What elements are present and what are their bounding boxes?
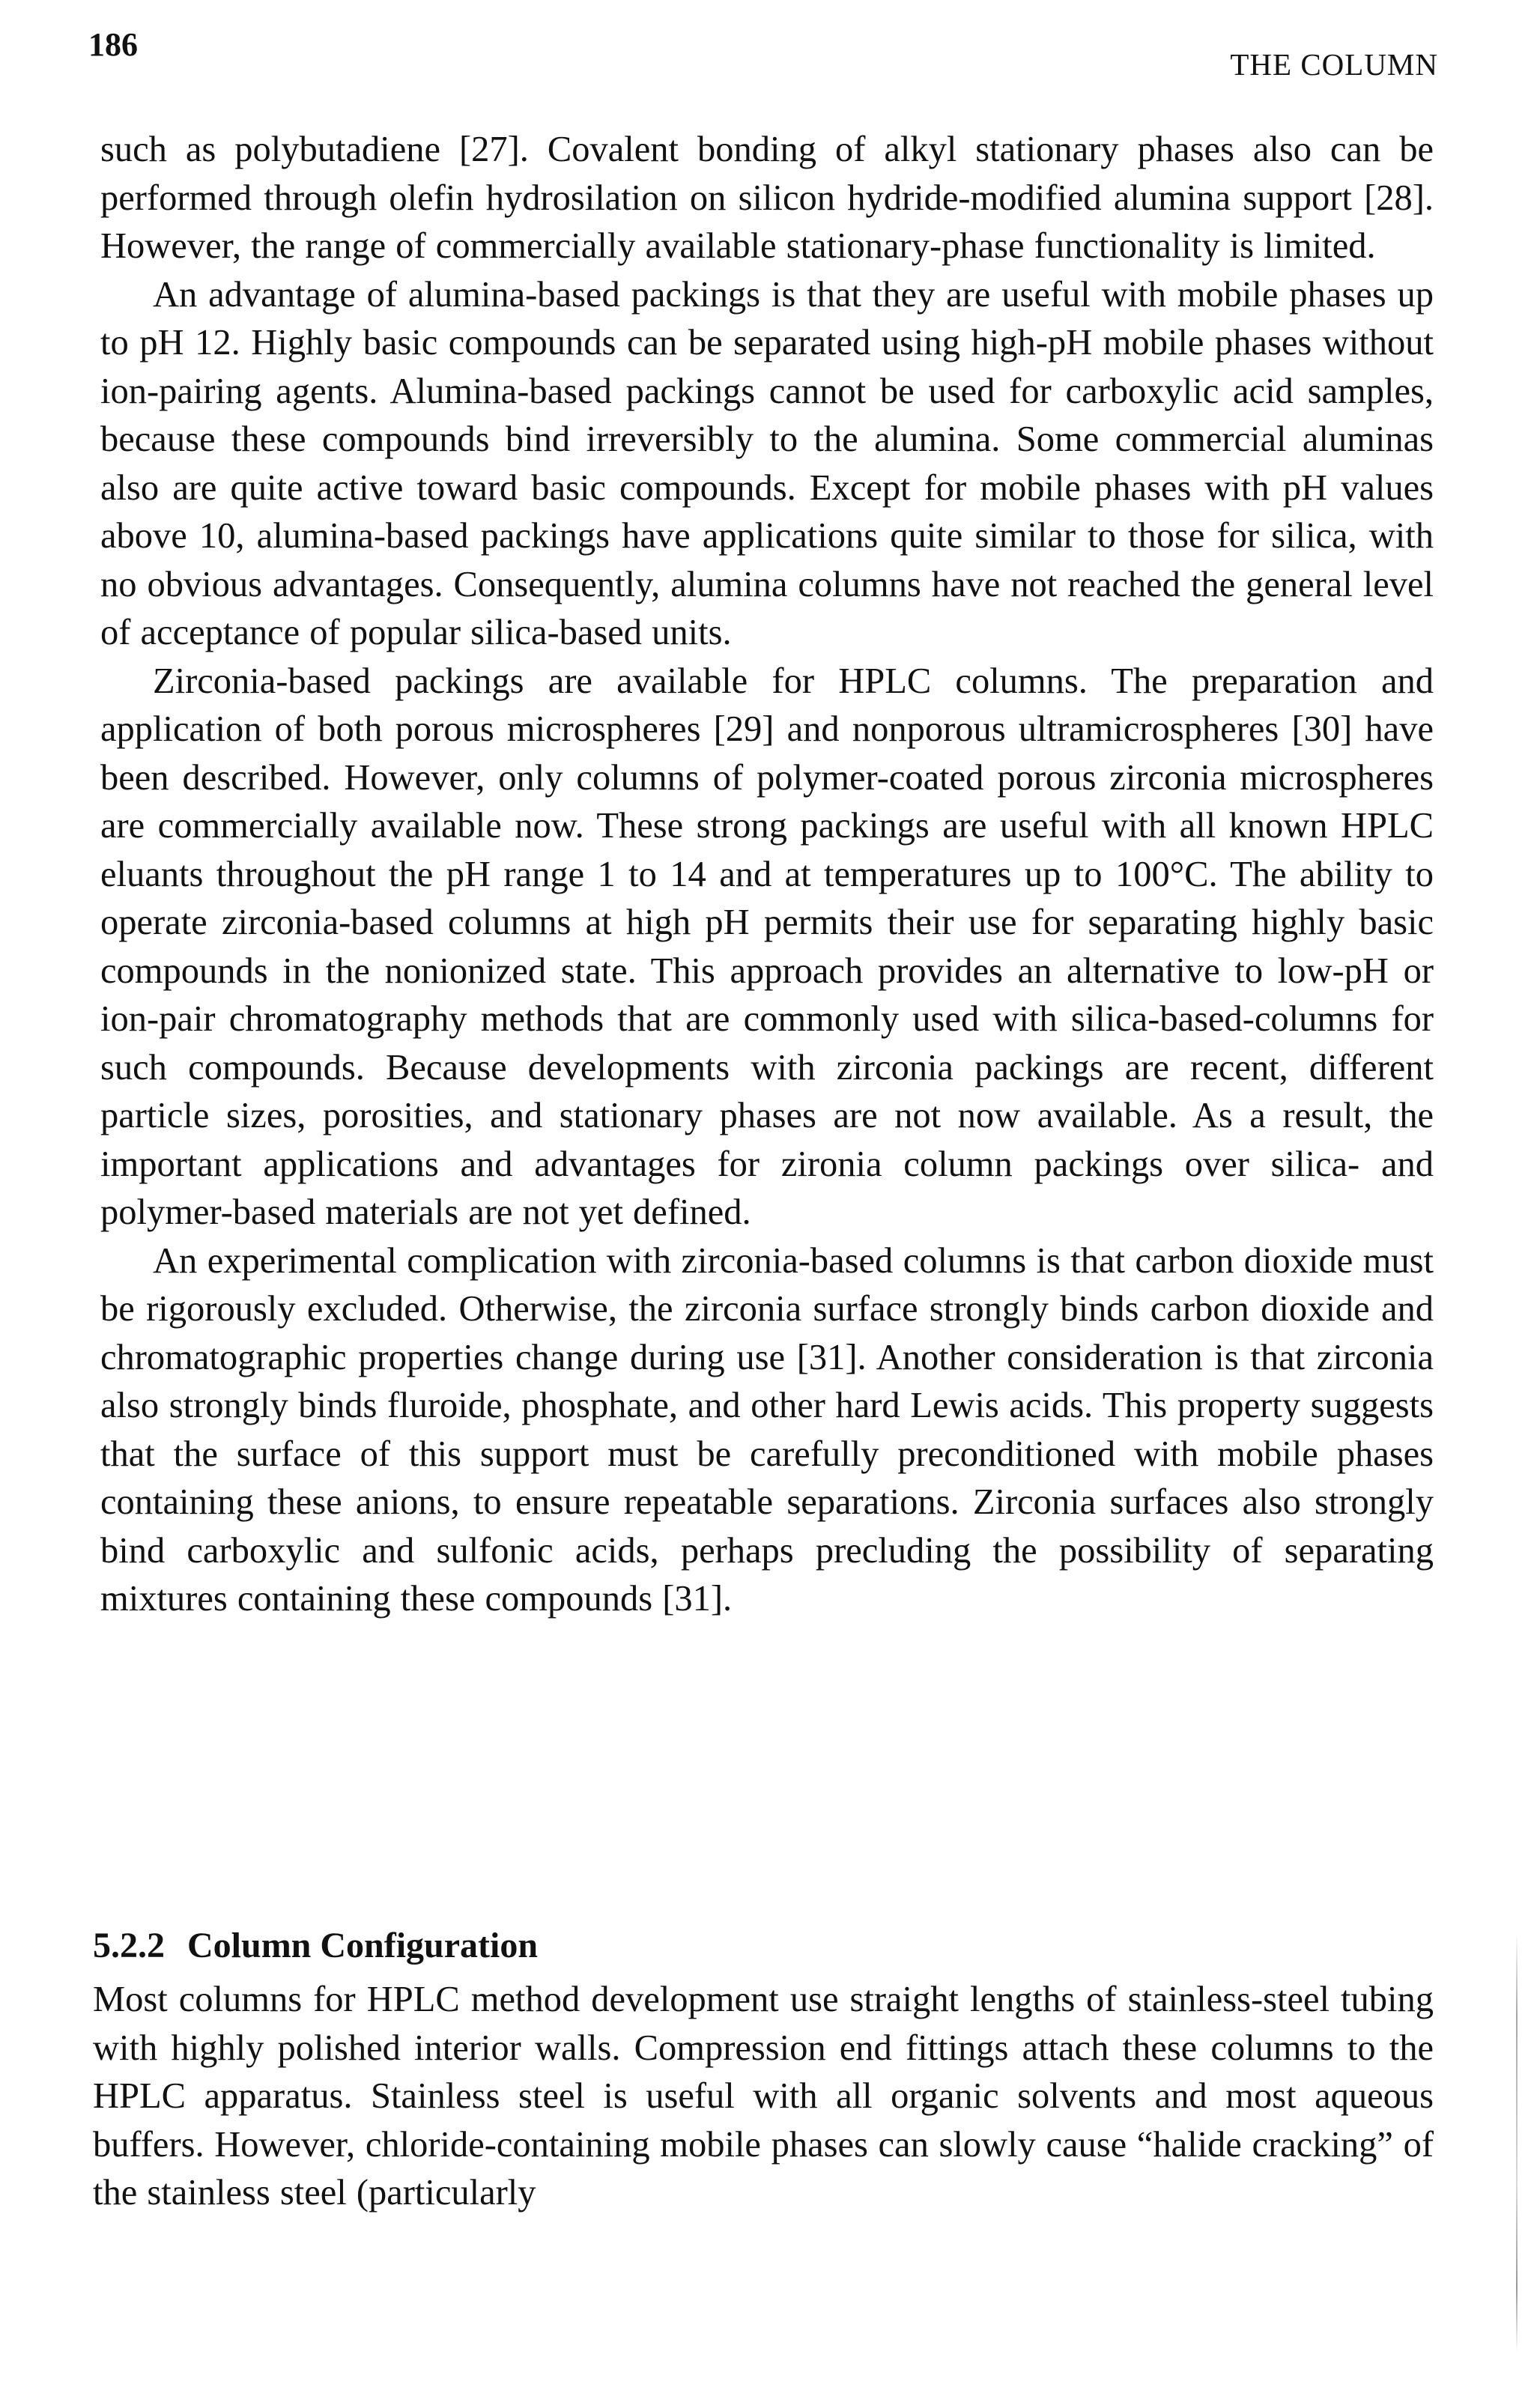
section-heading — [93, 1928, 538, 1964]
section-title: Column Configuration — [187, 1926, 539, 1965]
scan-edge-mark — [1516, 1932, 1518, 2352]
paragraph-continuation: such as polybutadiene [27]. Covalent bonding of alkyl stationary phases also can be performed through olefin hydrosilation on silicon hydride-modified alumina support [28]. However, the range of commercially available stationary-phase functionality is limited. — [100, 130, 1434, 266]
running-head: THE COLUMN — [1230, 47, 1438, 82]
paragraph-zirconia-complication: An experimental complication with zirconia-based columns is that carbon dioxide must be rigorously excluded. Otherwise, the zirconia surface strongly binds carbon dioxide and chromatographic properties change during use [31]. Another consideration is that zirconia also strongly binds fluroide, phosphate, and other hard Lewis acids. This property suggests that the surface of this support must be carefully preconditioned with mobile phases containing these anions, to ensure repeatable separations. Zirconia surfaces also strongly bind carboxylic and sulfonic acids, perhaps precluding the possibility of separating mixtures containing these compounds [31]. — [100, 1240, 1434, 1619]
main-text — [100, 126, 1434, 1624]
page-number: 186 — [88, 26, 138, 63]
section-number: 5.2.2 — [93, 1926, 165, 1965]
paragraph-zirconia-packings: Zirconia-based packings are available for HPLC columns. The preparation and application of both porous microspheres [29] and nonporous ultramicrospheres [30] have been described. However, only columns of polymer-coated porous zirconia microspheres are commercially available now. These strong packings are useful with all known HPLC eluants throughout the pH range 1 to 14 and at temperatures up to 100°C. The ability to operate zirconia-based columns at high pH permits their use for separating highly basic compounds in the nonionized state. This approach provides an alternative to low-pH or ion-pair chromatography methods that are commonly used with silica-based-columns for such compounds. Because developments with zirconia packings are recent, different particle sizes, porosities, and stationary phases are not now available. As a result, the important applications and advantages for zironia column packings over silica- and polymer-based materials are not yet defined. — [100, 661, 1434, 1232]
paragraph-alumina-advantage: An advantage of alumina-based packings is that they are useful with mobile phases up to pH 12. Highly basic compounds can be separated using high-pH mobile phases without ion-pairing agents. Alumina-based packings cannot be used for carboxylic acid samples, because these compounds bind irreversibly to the alumina. Some commercial aluminas also are quite active toward basic compounds. Except for mobile phases with pH values above 10, alumina-based packings have applications quite similar to those for silica, with no obvious advantages. Consequently, alumina columns have not reached the general level of acceptance of popular silica-based units. — [100, 274, 1434, 652]
paragraph-column-configuration: Most columns for HPLC method development use straight lengths of stainless-steel tubing with highly polished interior walls. Compression end fittings attach these columns to the HPLC apparatus. Stainless steel is useful with all organic solvents and most aqueous buffers. However, chloride-containing mobile phases can slowly cause “halide cracking” of the stainless steel (particularly — [93, 1980, 1434, 2213]
section-text — [93, 1976, 1434, 2218]
